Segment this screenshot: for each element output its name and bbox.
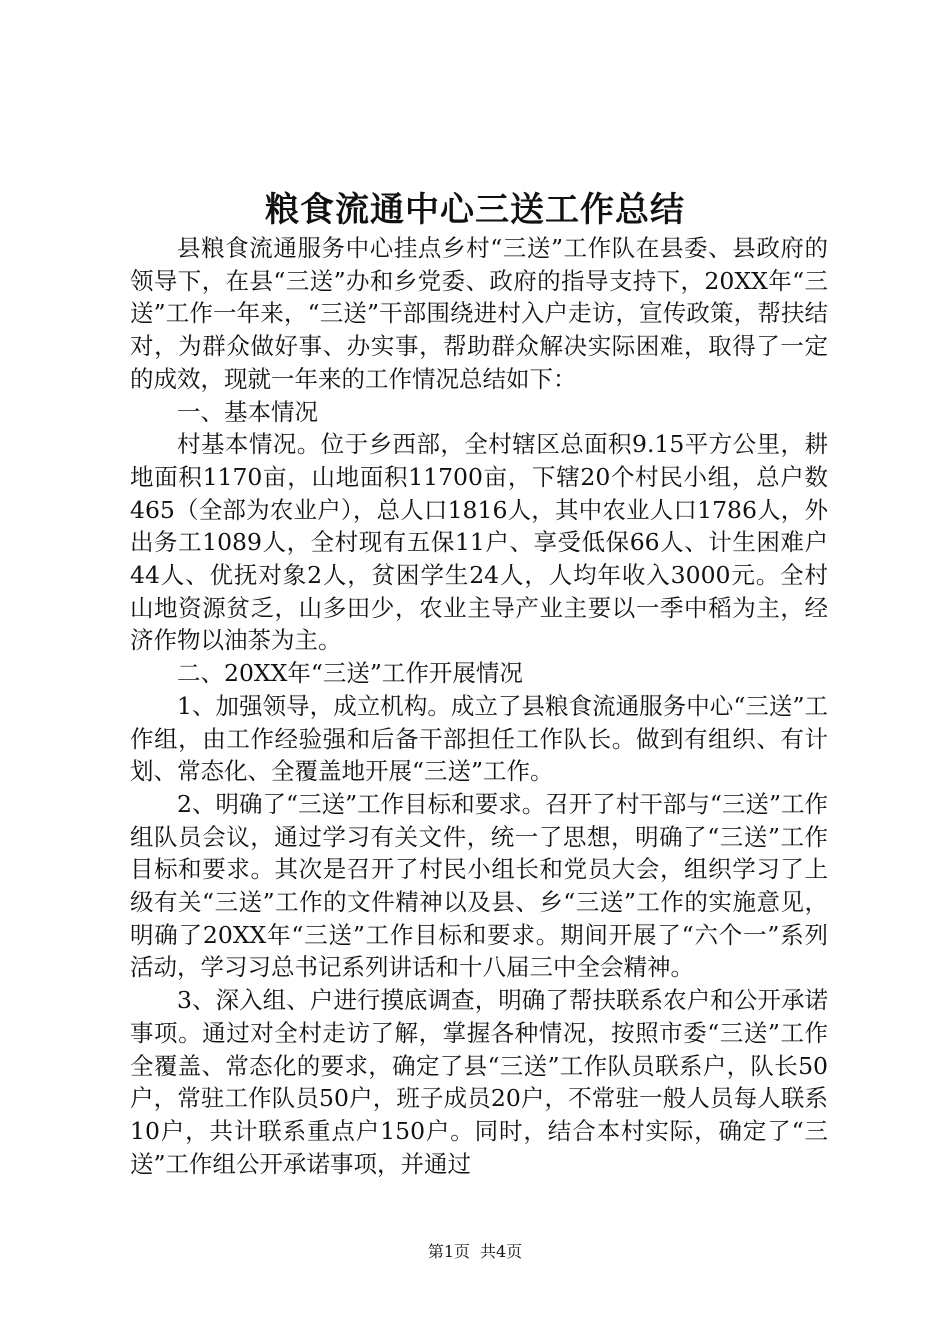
paragraph-intro: 县粮食流通服务中心挂点乡村“三送”工作队在县委、县政府的领导下，在县“三送”办和乡党委、政府的指导支持下，20XX年“三送”工作一年来，“三送”干部围绕进村入户走访，宣传政策，帮扶结对，为群众做好事、办实事，帮助群众解决实际困难，取得了一定的成效，现就一年来的工作情况总结如下： bbox=[130, 234, 828, 393]
section-heading-basic-situation: 一、基本情况 bbox=[177, 397, 318, 426]
section-heading-work-progress: 二、20XX年“三送”工作开展情况 bbox=[177, 659, 523, 688]
paragraph-item-3: 3、深入组、户进行摸底调查，明确了帮扶联系农户和公开承诺事项。通过对全村走访了解，掌握各种情况，按照市委“三送”工作全覆盖、常态化的要求，确定了县“三送”工作队员联系户，队长50户，常驻工作队员50户，班子成员20户，不常驻一般人员每人联系10户，共计联系重点户150户。同时，结合本村实际，确定了“三送”工作组公开承诺事项，并通过 bbox=[130, 986, 828, 1178]
page-total: 共4页 bbox=[480, 1242, 523, 1261]
paragraph-item-1: 1、加强领导，成立机构。成立了县粮食流通服务中心“三送”工作组，由工作经验强和后备干部担任工作队长。做到有组织、有计划、常态化、全覆盖地开展“三送”工作。 bbox=[130, 691, 828, 786]
paragraph-village-overview: 村基本情况。位于乡西部，全村辖区总面积9.15平方公里，耕地面积1170亩，山地面积11700亩，下辖20个村民小组，总户数465（全部为农业户），总人口1816人，其中农业人口1786人，外出务工1089人，全村现有五保11户、享受低保66人、计生困难户44人、优抚对象2人，贫困学生24人，人均年收入3000元。全村山地资源贫乏，山多田少，农业主导产业主要以一季中稻为主，经济作物以油茶为主。 bbox=[130, 430, 828, 655]
paragraph-item-2: 2、明确了“三送”工作目标和要求。召开了村干部与“三送”工作组队员会议，通过学习有关文件，统一了思想，明确了“三送”工作目标和要求。其次是召开了村民小组长和党员大会，组织学习了上级有关“三送”工作的文件精神以及县、乡“三送”工作的实施意见，明确了20XX年“三送”工作目标和要求。期间开展了“六个一”系列活动，学习习总书记系列讲话和十八届三中全会精神。 bbox=[130, 789, 828, 982]
document-body bbox=[130, 232, 828, 1180]
page-number: 第1页 bbox=[427, 1242, 470, 1261]
page-footer bbox=[0, 1242, 950, 1262]
document-title: 粮食流通中心三送工作总结 bbox=[265, 190, 685, 230]
